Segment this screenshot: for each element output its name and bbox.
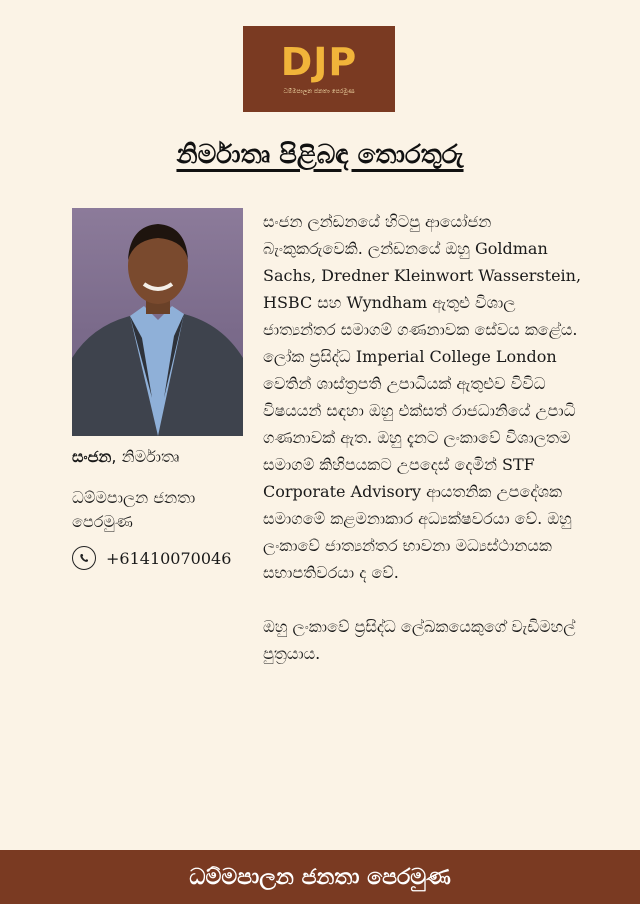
founder-name: සංජන	[72, 447, 112, 466]
founder-biography	[263, 208, 593, 667]
founder-role: , නිර්මාතෘ	[111, 447, 180, 466]
logo-subtitle: ධම්මපාලන ජනතා පෙරමුණ	[283, 88, 355, 95]
party-logo	[243, 26, 395, 112]
party-name: ධම්මපාලන ජනතා පෙරමුණ	[72, 488, 196, 531]
phone-number: +61410070046	[106, 548, 232, 568]
footer-banner: ධම්මපාලන ජනතා පෙරමුණ	[0, 850, 640, 904]
founder-photo	[72, 208, 243, 436]
page-title: නිර්මාතෘ පිළිබඳ තොරතුරු	[176, 140, 464, 170]
logo-text: DJP	[280, 40, 358, 84]
phone-contact[interactable]	[72, 546, 231, 570]
whatsapp-icon	[72, 546, 96, 570]
bio-paragraph-2: ඔහු ලංකාවේ ප්‍රසිද්ධ ලේඛකයෙකුගේ වැඩිමහල් පුත්‍රයාය.	[263, 617, 576, 663]
founder-name-line	[72, 447, 252, 467]
bio-paragraph-1: සංජන ලන්ඩනයේ හිටපු ආයෝජන බැංකුකරුවෙකි. ලන්ඩනයේ ඔහු Goldman Sachs, Dredner Kleinwort Wasserstein, HSBC සහ Wyndham ඇතුළු විශාල ජාත්‍යන්තර සමාගම් ගණනාවක සේවය කළේය. ලෝක ප්‍රසිද්ධ Imperial College London වෙතින් ශාස්ත්‍රපති උපාධියක් ඇතුළුව විවිධ විෂයයන් සඳහා ඔහු එක්සත් රාජධානියේ උපාධි ගණනාවක් ඇත. ඔහු දැනට ලංකාවේ විශාලතම සමාගම් කිහිපයකට උපදෙස් දෙමින් STF Corporate Advisory ආයතනික උපදේශක සමාගමේ කළමනාකාර අධ්‍යක්ෂවරයා වේ. ඔහු ලංකාවේ ජාත්‍යන්තර භාවනා මධ්‍යස්ථානයක සභාපතිවරයා ද වේ.	[263, 212, 582, 582]
